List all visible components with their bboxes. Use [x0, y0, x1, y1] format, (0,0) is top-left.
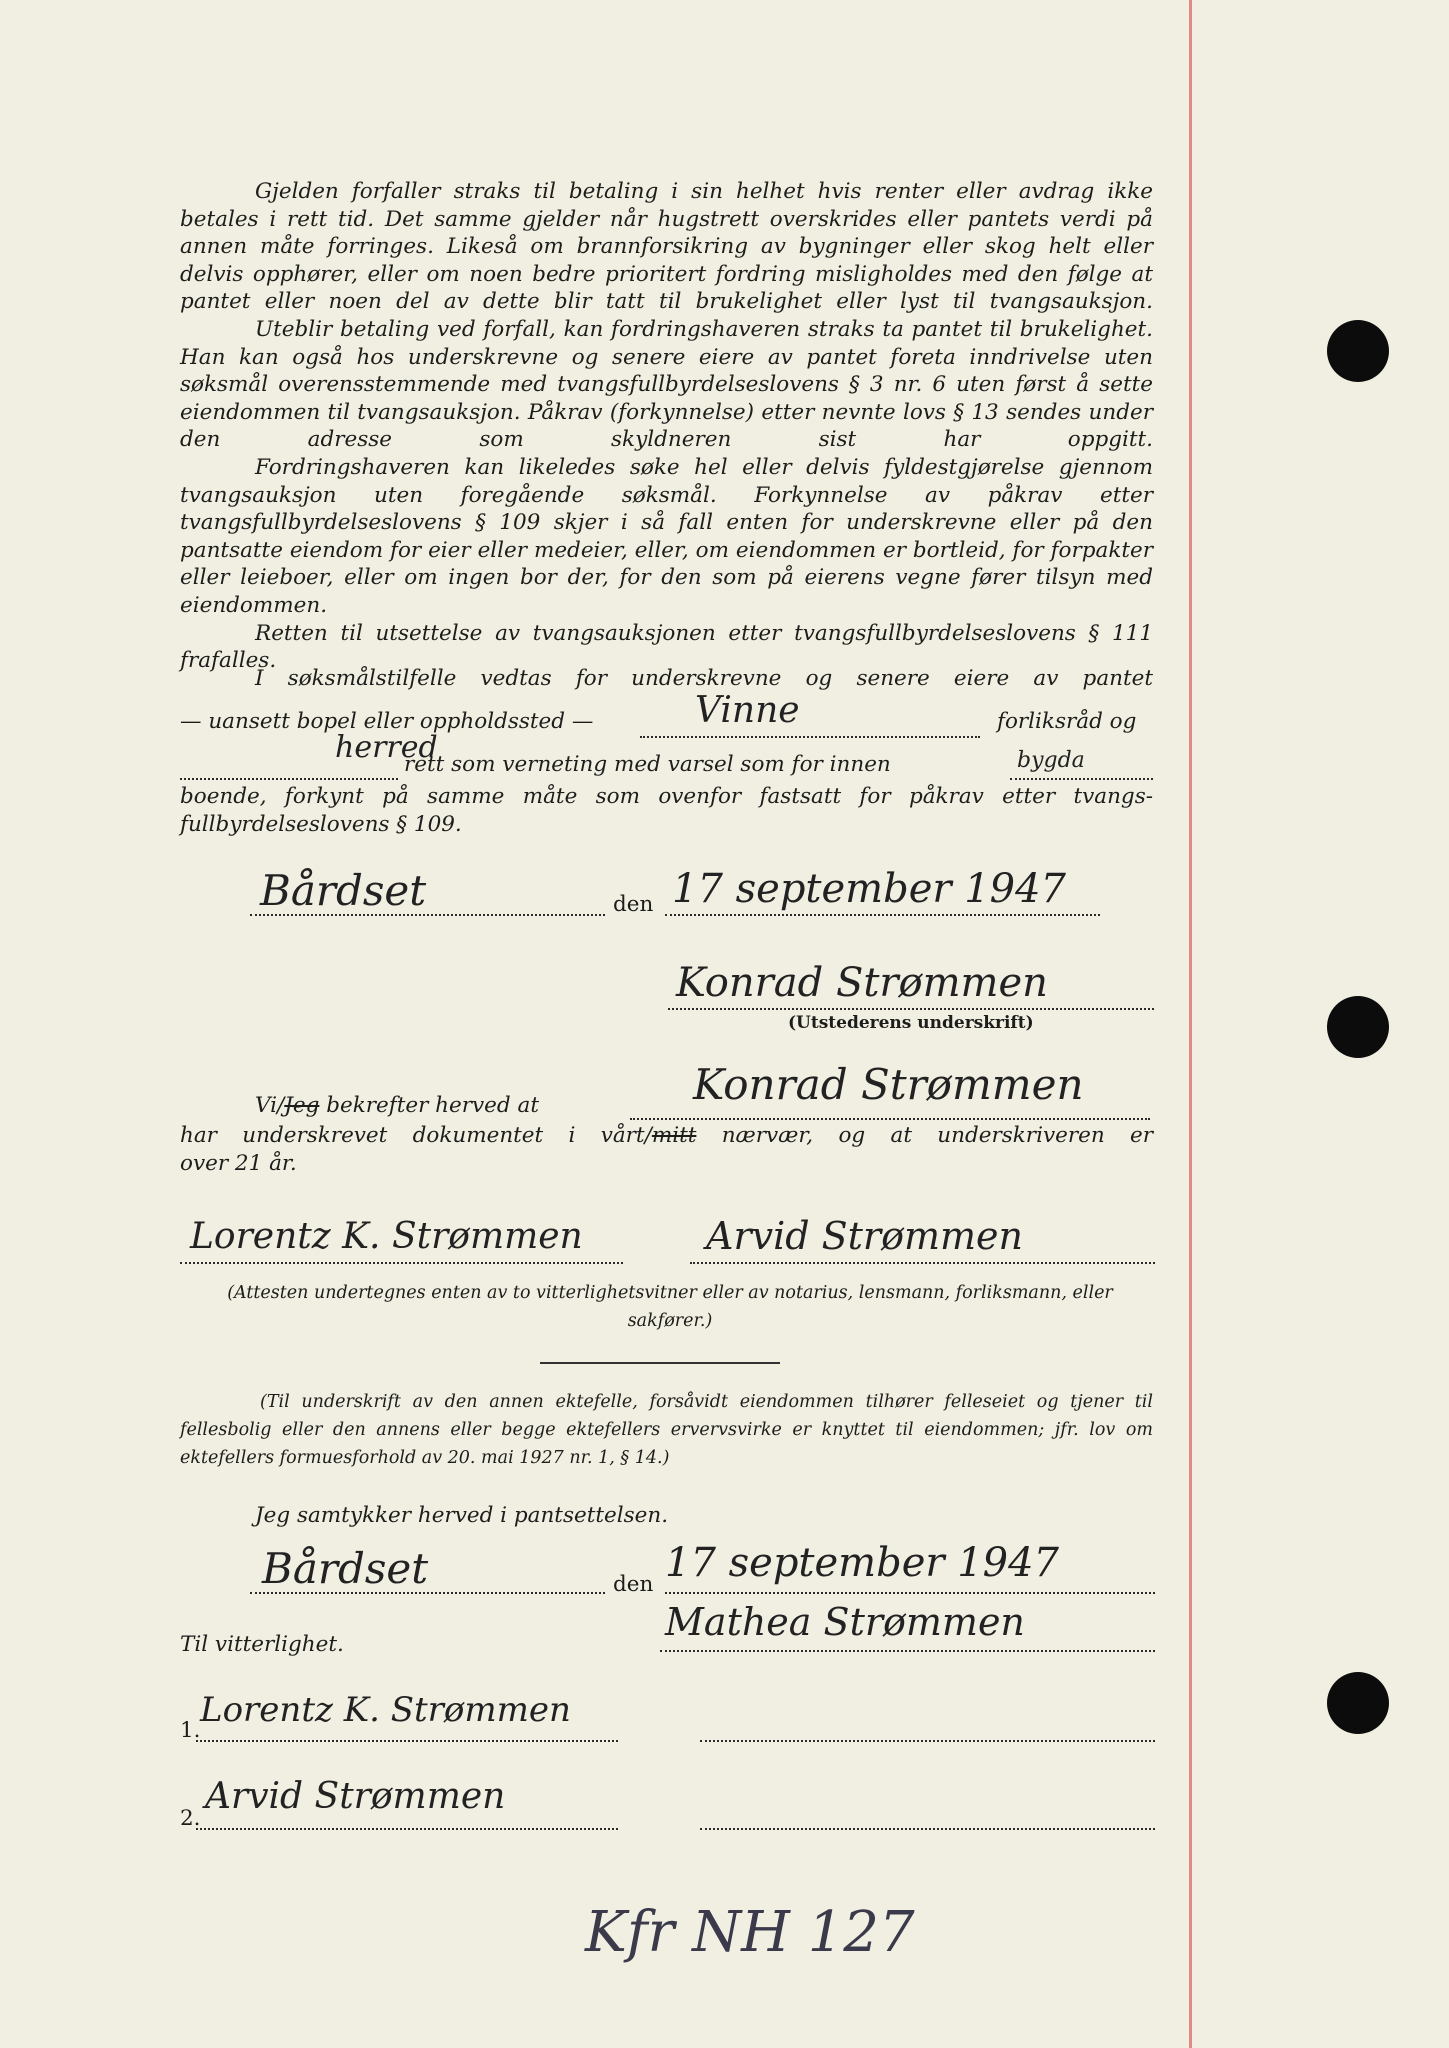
punch-hole — [1327, 996, 1389, 1058]
signature-caption: (Utstederens underskrift) — [788, 1013, 1034, 1033]
divider — [540, 1362, 780, 1364]
attest-line-2 — [180, 1123, 1153, 1148]
attest-line-1 — [255, 1093, 539, 1118]
issuer-signature: Konrad Strømmen — [676, 960, 1048, 1006]
red-margin-line — [1189, 0, 1192, 2048]
punch-hole — [1327, 1672, 1389, 1734]
attest-line-3: over 21 år. — [180, 1151, 297, 1176]
handwritten-signer-name: Konrad Strømmen — [693, 1060, 1084, 1109]
attestation-note: (Attesten undertegnes enten av to vitterlighetsvitner eller av notarius, lensmann, forliksmann, eller sakfører.) — [227, 1283, 1113, 1331]
jeg-struck: Jeg — [284, 1093, 320, 1118]
vi-jeg-label: Vi/ — [255, 1093, 285, 1118]
til-vitterlighet-label: Til vitterlighet. — [180, 1632, 344, 1657]
paragraph-collection: Uteblir betaling ved forfall, kan fordringshaveren straks ta pantet til brukelighet. Han kan også hos underskrevne og senere eiere av pantet foreta inndrivelse uten søksmål overensstemmende med tvangsfullbyrdelseslovens § 3 nr. 6 uten først å sette eiendommen til tvangsauksjon. Påkrav (forkynnelse) etter nevnte lovs § 13 sendes under den adresse som skyldneren sist har oppgitt. — [180, 316, 1153, 453]
dotted-fill-line — [180, 778, 398, 780]
handwritten-place: Bårdset — [260, 866, 427, 915]
signature-line — [700, 1828, 1155, 1830]
registry-note: Kfr NH 127 — [585, 1900, 915, 1965]
signature-line — [196, 1740, 618, 1742]
signature-line — [196, 1828, 618, 1830]
dotted-fill-line — [665, 914, 1100, 916]
consent-handwritten-date: 17 september 1947 — [665, 1540, 1060, 1586]
dotted-fill-line — [250, 1592, 605, 1594]
consent-handwritten-place: Bårdset — [262, 1544, 429, 1593]
terms-text — [180, 178, 1153, 675]
dotted-fill-line — [640, 736, 980, 738]
paragraph-default: Gjelden forfaller straks til betaling i sin helhet hvis renter eller avdrag ikke betales i rett tid. Det samme gjelder når hugstrett overskrides eller pantets verdi på annen måte forringes. Likeså om brannforsikring av bygninger eller skog helt eller delvis opphører, eller om noen bedre prioritert fordring misligholdes med den følge at pantet eller noen del av dette blir tatt til brukelighet eller lyst til tvangsauksjon. — [180, 179, 1153, 315]
witness-signature-1: Lorentz K. Strømmen — [190, 1216, 583, 1257]
dotted-fill-line — [250, 914, 605, 916]
punch-hole — [1327, 320, 1389, 382]
witness-1-label: 1. — [180, 1718, 201, 1743]
consent-den-label: den — [613, 1572, 654, 1597]
attest-line-2-a: har underskrevet dokumentet i vårt/ — [180, 1123, 652, 1148]
handwritten-forliksrad: Vinne — [695, 690, 800, 731]
venue-line-2-prefix: — uansett bopel eller oppholdssted — — [180, 709, 594, 734]
consent-statement: Jeg samtykker herved i pantsettelsen. — [255, 1503, 669, 1528]
venue-line-1: I søksmålstilfelle vedtas for underskrevne og senere eiere av pantet — [255, 666, 1153, 691]
venue-line-3-prefix: rett som verneting med varsel som for innen — [404, 752, 891, 777]
den-label: den — [613, 892, 654, 917]
venue-line-4: boende, forkynt på samme måte som ovenfor fastsatt for påkrav etter tvangs- — [180, 784, 1153, 809]
signature-line — [180, 1262, 623, 1264]
mitt-struck: mitt — [651, 1123, 697, 1148]
consent-witness-2-signature: Arvid Strømmen — [205, 1776, 506, 1817]
paragraph-deferral: Retten til utsettelse av tvangsauksjonen etter tvangsfullbyrdelseslovens § 111 frafalles. — [180, 620, 1153, 674]
handwritten-date: 17 september 1947 — [672, 866, 1067, 912]
signature-line — [700, 1740, 1155, 1742]
attest-line-1-rest: bekrefter herved at — [326, 1093, 539, 1118]
consent-signature: Mathea Strømmen — [665, 1600, 1025, 1644]
dotted-fill-line — [665, 1592, 1155, 1594]
dotted-fill-line — [1010, 778, 1153, 780]
consent-witness-1-signature: Lorentz K. Strømmen — [200, 1690, 571, 1730]
venue-line-2-suffix: forliksråd og — [997, 709, 1137, 734]
spouse-note: (Til underskrift av den annen ektefelle, forsåvidt eiendommen tilhører felleseiet og tjener til fellesbolig eller den annens eller begge ektefellers ervervsvirke er knyttet til eiendommen; jfr. lov om ektefellers formuesforhold av 20. mai 1927 nr. 1, § 14.) — [180, 1392, 1153, 1468]
witness-signature-2: Arvid Strømmen — [706, 1214, 1024, 1258]
paragraph-auction: Fordringshaveren kan likeledes søke hel eller delvis fyldestgjørelse gjennom tvangsauksjon uten foregående søksmål. Forkynnelse av påkrav etter tvangsfullbyrdelseslovens § 109 skjer i så fall enten for underskrevne eller på den pantsatte eiendom for eier eller medeier, eller, om eiendommen er bortleid, for forpakter eller leieboer, eller om ingen bor der, for den som på eierens vegne fører tilsyn med eiendommen. — [180, 454, 1153, 618]
attest-line-2-b: nærvær, og at underskriveren er — [721, 1123, 1153, 1148]
witness-2-label: 2. — [180, 1806, 201, 1831]
handwritten-bygd: bygda — [1017, 748, 1085, 773]
signature-line — [668, 1008, 1154, 1010]
signature-line — [660, 1650, 1155, 1652]
venue-line-5: fullbyrdelseslovens § 109. — [180, 812, 462, 837]
handwritten-herred: herred — [335, 730, 438, 765]
signature-line — [690, 1262, 1155, 1264]
dotted-fill-line — [630, 1118, 1150, 1120]
